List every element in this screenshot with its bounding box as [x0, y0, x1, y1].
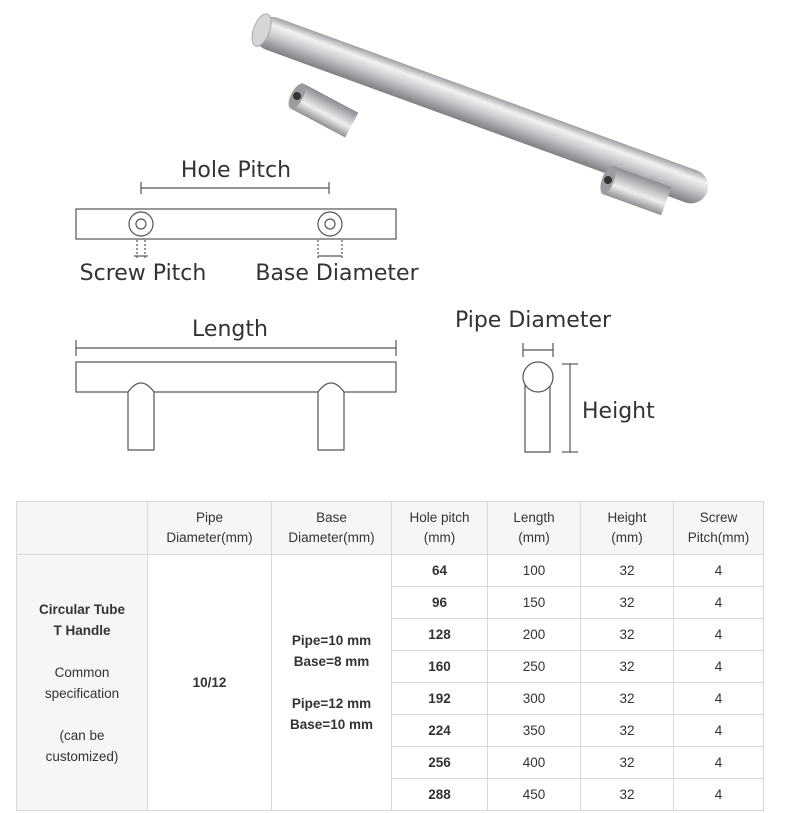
screw-pitch-cell: 4 — [674, 555, 764, 587]
header-hole-pitch: Hole pitch (mm) — [392, 502, 488, 555]
header-length: Length (mm) — [488, 502, 581, 555]
specification-table — [16, 501, 764, 811]
length-cell: 400 — [488, 747, 581, 779]
hole-pitch-cell: 96 — [392, 587, 488, 619]
height-cell: 32 — [581, 587, 674, 619]
height-cell: 32 — [581, 651, 674, 683]
height-cell: 32 — [581, 555, 674, 587]
screw-pitch-cell: 4 — [674, 747, 764, 779]
base-diameter-value: Pipe=10 mm Base=8 mm Pipe=12 mm Base=10 mm — [272, 555, 392, 811]
end-view-pipe — [523, 362, 553, 392]
header-base-diameter: Base Diameter(mm) — [272, 502, 392, 555]
hole-pitch-cell: 160 — [392, 651, 488, 683]
screw-pitch-cell: 4 — [674, 619, 764, 651]
hole-pitch-cell: 256 — [392, 747, 488, 779]
length-cell: 450 — [488, 779, 581, 811]
product-photo — [248, 11, 713, 215]
top-view-diagram — [76, 182, 396, 258]
screw-pitch-cell: 4 — [674, 715, 764, 747]
screw-pitch-cell: 4 — [674, 779, 764, 811]
length-cell: 300 — [488, 683, 581, 715]
product-description-cell: Circular Tube T Handle Common specification (can be customized) — [17, 555, 148, 811]
height-cell: 32 — [581, 715, 674, 747]
length-cell: 200 — [488, 619, 581, 651]
length-cell: 350 — [488, 715, 581, 747]
screw-pitch-cell: 4 — [674, 651, 764, 683]
height-cell: 32 — [581, 683, 674, 715]
left-leg — [285, 81, 358, 138]
height-cell: 32 — [581, 747, 674, 779]
hole-pitch-cell: 128 — [392, 619, 488, 651]
hole-pitch-cell: 288 — [392, 779, 488, 811]
screw-pitch-cell: 4 — [674, 587, 764, 619]
screw-pitch-cell: 4 — [674, 683, 764, 715]
end-view-diagram — [523, 343, 578, 452]
table-header-row — [17, 502, 764, 555]
length-label: Length — [192, 317, 268, 342]
pipe-diameter-value: 10/12 — [148, 555, 272, 811]
header-corner-cell — [17, 502, 148, 555]
height-cell: 32 — [581, 779, 674, 811]
screw-pitch-label: Screw Pitch — [79, 261, 207, 286]
height-label: Height — [582, 399, 655, 424]
length-cell: 100 — [488, 555, 581, 587]
top-view-bar — [76, 209, 396, 239]
base-diameter-label: Base Diameter — [255, 261, 419, 286]
length-cell: 250 — [488, 651, 581, 683]
header-pipe-diameter: Pipe Diameter(mm) — [148, 502, 272, 555]
side-view-diagram — [76, 340, 396, 450]
hole-pitch-cell: 64 — [392, 555, 488, 587]
header-height: Height (mm) — [581, 502, 674, 555]
table-row — [17, 555, 764, 587]
height-cell: 32 — [581, 619, 674, 651]
hole-pitch-cell: 192 — [392, 683, 488, 715]
left-post — [128, 383, 154, 450]
length-cell: 150 — [488, 587, 581, 619]
hole-pitch-label: Hole Pitch — [180, 158, 292, 183]
pipe-diameter-label: Pipe Diameter — [454, 308, 612, 333]
side-view-bar — [76, 362, 396, 392]
header-screw-pitch: Screw Pitch(mm) — [674, 502, 764, 555]
right-post — [318, 383, 344, 450]
hole-pitch-cell: 224 — [392, 715, 488, 747]
